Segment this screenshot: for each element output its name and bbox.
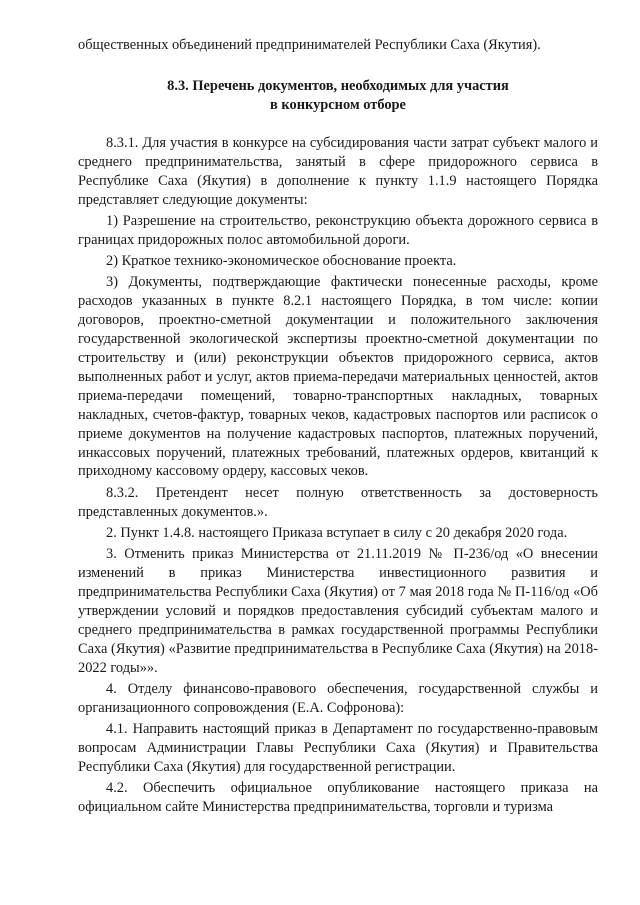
section-heading-line-2: в конкурсном отборе [270,96,406,113]
paragraph-8-3-2: 8.3.2. Претендент несет полную ответственность за достоверность представленных документов.». [78,484,598,520]
continued-text-line: общественных объединений предпринимателей Республики Саха (Якутия). [78,37,541,53]
paragraph-3: 3. Отменить приказ Министерства от 21.11.2019 № П-236/од «О внесении изменений в приказ Министерства инвестиционного развития и предпринимательства Республики Саха (Якутия) от 7 мая 2018 года № П-116/од «Об утверждении условий и порядков предоставления субсидий субъектам малого и среднего предпринимательства в рамках государственной программы Республики Саха (Якутия) «Развитие предпринимательства в Республике Саха (Якутия) на 2018-2022 годы»». [78,546,598,676]
list-item-3: 3) Документы, подтверждающие фактически понесенные расходы, кроме расходов указанных в пункте 8.2.1 настоящего Порядка, в том числе: копии договоров, проектно-сметной документации и положительного заключения государственной экологической экспертизы проектно-сметной документации по строительству и (или) реконструкции объектов придорожного сервиса, актов выполненных работ и услуг, актов приема-передачи материальных ценностей, актов приема-передачи помещений, товарно-транспортных накладных, товарных накладных, счетов-фактур, товарных чеков, кадастровых паспортов или расписок о приеме документов на получение кадастровых паспортов, платежных поручений, инкассовых поручений, платежных требований, платежных ордеров, квитанций к приходному кассовому ордеру, кассовых чеков. [78,274,598,480]
paragraph-4-1: 4.1. Направить настоящий приказ в Департамент по государственно-правовым вопросам Администрации Главы Республики Саха (Якутия) и Правительства Республики Саха (Якутия) для государственной регистрации. [78,721,598,776]
section-heading-line-1: 8.3. Перечень документов, необходимых для участия [167,77,509,94]
list-item-1: 1) Разрешение на строительство, реконструкцию объекта дорожного сервиса в границах придорожных полос автомобильной дороги. [78,212,598,248]
paragraph-4: 4. Отделу финансово-правового обеспечения, государственной службы и организационного сопровождения (Е.А. Софронова): [78,681,598,716]
paragraph-2: 2. Пункт 1.4.8. настоящего Приказа вступает в силу с 20 декабря 2020 года. [106,524,568,541]
list-item-2: 2) Краткое технико-экономическое обоснование проекта. [106,253,457,270]
document-body [78,36,598,820]
section-heading [78,77,598,115]
paragraph-4-2: 4.2. Обеспечить официальное опубликование настоящего приказа на официальном сайте Министерства предпринимательства, торговли и туризма [78,780,598,816]
paragraph-8-3-1: 8.3.1. Для участия в конкурсе на субсидирования части затрат субъект малого и среднего предпринимательства, занятый в сфере придорожного сервиса в Республике Саха (Якутия) в дополнение к пункту 1.1.9 настоящего Порядка представляет следующие документы: [78,134,598,208]
